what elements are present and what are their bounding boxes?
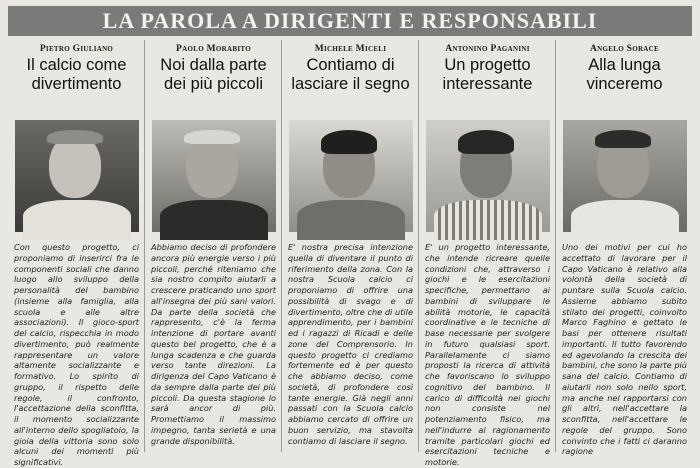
article-title: Alla lunga vinceremo (586, 56, 663, 93)
headline-title: LA PAROLA A DIRIGENTI E RESPONSABILI (102, 8, 598, 33)
headline-banner (8, 6, 692, 36)
article-text: E' nostra precisa intenzione quella di diventare il punto di riferimento della zona. Con la nostra Scuola calcio ci proponiamo di offrire una possibilità di svago e di divertimento, oltre che di utile apprendimento, per i bambini ed i ragazzi di Ricadi e delle zone del Comprensorio. In questo progetto ci crediamo fortemente ed è per questo che abbiamo deciso, come società, di profondere così tante energie. Già negli anni passati con la Scuola calcio abbiamo cercato di offrire un buon servizio, ma stavolta contiamo di lasciare il segno. (288, 242, 413, 446)
article-title: Il calcio come divertimento (26, 56, 127, 93)
article-text: Uno dei motivi per cui ho accettato di lavorare per il Capo Vaticano è relativo alla volontà della società di puntare sulla Scuola calcio. Assieme abbiamo subito stilato dei progetti, coinvolto Marco Faghino e gettato le basi per ottenere risultati importanti. Il tutto favorendo ed agevolando la crescita dei bambini, che sono la parte più sana del calcio. Contiamo di aiutarli non solo nello sport, ma anche nel rapportarsi con gli altri, nell'accettare la sconfitta, nell'accettare le regole del gruppo. Sono convinto che i fatti ci daranno ragione (562, 242, 687, 457)
column-miceli (282, 40, 419, 452)
portrait-photo (289, 120, 413, 232)
author-name: Pietro Giuliano (39, 44, 114, 54)
portrait-photo (426, 120, 550, 232)
author-name: Angelo Sorace (590, 44, 659, 54)
column-paganini (419, 40, 556, 467)
column-sorace (556, 40, 692, 457)
article-text: E' un progetto interessante, che intende ricreare quelle condizioni che, attraverso i giochi e le esercitazioni specifiche, permettano ai bambini di sviluppare le abilità motorie, le capacità coordinative e le tecniche di base necessarie per svolgere in futuro qualsiasi sport. Parallelamente ci siamo proposti la ricerca di attività che favoriscano lo sviluppo cognitivo del bambino. Il carico di difficoltà nei giochi non consiste nel potenziamento fisico, ma nell'indurre al ragionamento tramite particolari giochi ed esercitazioni tecniche e motorie. (425, 242, 550, 467)
portrait-photo (563, 120, 687, 232)
article-text: Con questo progetto, ci proponiamo di inserirci fra le componenti sociali che danno luogo allo sviluppo della personalità del bambino (insieme alla famiglia, alla scuola e alle altre associazioni). Il gioco-sport del calcio, rispecchia in modo divertimento, può realmente rappresentare un valore altamente socializzante e formativo. Lo spirito di gruppo, il rispetto delle regole, il confronto, l'accettazione della sconfitta, il momento socializzante all'interno dello spogliatoio, la gioia della vittoria sono solo alcuni dei momenti più significativi. (14, 242, 139, 467)
author-name: Paolo Morabito (176, 44, 251, 54)
article-title: Noi dalla parte dei più piccoli (160, 56, 267, 93)
column-morabito (145, 40, 282, 452)
author-name: Antonino Paganini (445, 44, 530, 54)
article-text: Abbiamo deciso di profondere ancora più energie verso i più piccoli, perché riteniamo che sia nostro compito aiutarli a crescere praticando uno sport all'insegna dei più sani valori. Da parte della società che rappresento, c'è la ferma intenzione di portare avanti questo bel progetto, che è a lunga scadenza e che guarda verso tante direzioni. La dirigenza del Capo Vaticano è da sempre dalla parte dei più piccoli. Da questa stagione lo sarà ancor di più. Promettiamo il massimo impegno, tanta serietà e una grande disponibilità. (151, 242, 276, 446)
portrait-photo (15, 120, 139, 232)
article-title: Contiamo di lasciare il segno (291, 56, 410, 93)
article-title: Un progetto interessante (442, 56, 533, 93)
interview-columns (8, 40, 692, 467)
column-giuliano (8, 40, 145, 467)
portrait-photo (152, 120, 276, 232)
author-name: Michele Miceli (314, 44, 387, 54)
